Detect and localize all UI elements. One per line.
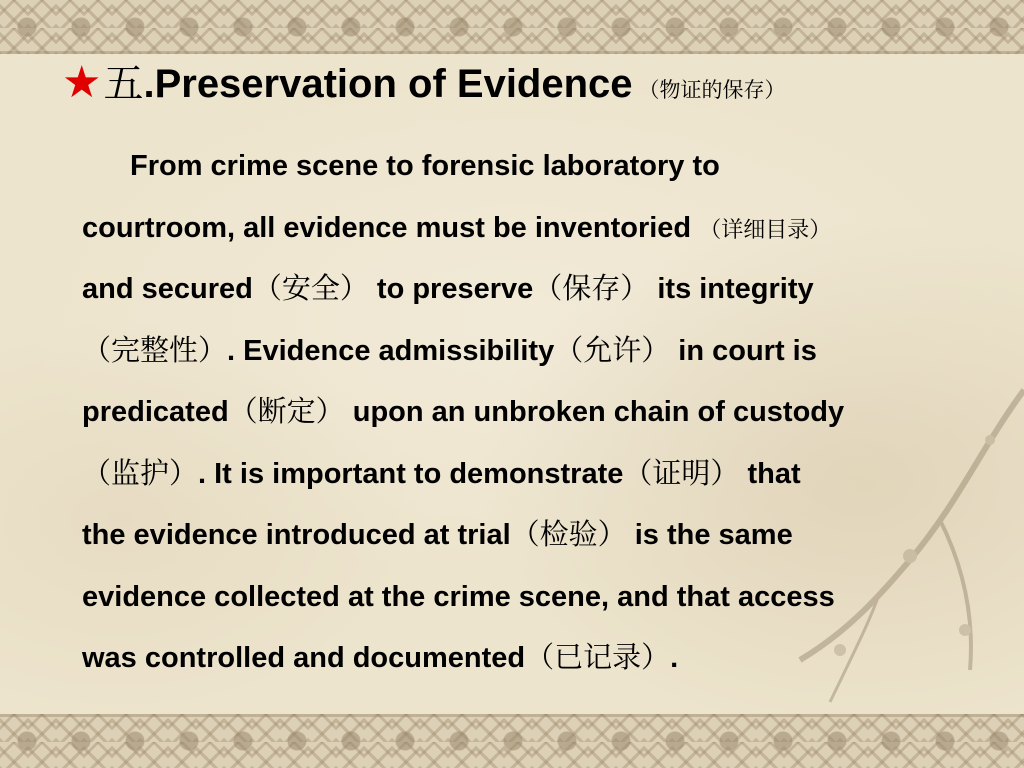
chinese-gloss: （详细目录） — [699, 216, 832, 242]
paragraph-line-4 — [82, 321, 992, 383]
chinese-gloss: （保存） — [533, 273, 650, 305]
paragraph-line-3 — [82, 259, 992, 321]
text-run: upon an unbroken chain of custody — [344, 396, 845, 428]
paragraph-line-1 — [82, 136, 992, 198]
text-run: was controlled and documented — [82, 642, 526, 674]
chinese-gloss: （完整性） — [82, 334, 228, 367]
paragraph-line-6 — [82, 444, 992, 506]
title-section-number: 五 — [103, 61, 144, 107]
paragraph-line-2 — [82, 198, 992, 260]
chinese-gloss: （断定） — [228, 396, 345, 428]
text-run: . Evidence admissibility — [227, 334, 555, 367]
text-run: its integrity — [649, 273, 814, 305]
decorative-border-top — [0, 0, 1024, 54]
chinese-gloss: （已记录） — [525, 642, 671, 674]
text-run: From crime scene to forensic laboratory to — [130, 150, 720, 182]
text-run: the evidence introduced at trial — [82, 519, 511, 551]
text-run: is the same — [626, 519, 793, 551]
chinese-gloss: （证明） — [623, 457, 740, 490]
text-run: in court is — [670, 334, 817, 367]
text-run: and secured — [82, 273, 253, 305]
title-main-text: .Preservation of Evidence — [143, 62, 633, 106]
text-run: predicated — [82, 396, 229, 428]
chinese-gloss: （安全） — [252, 273, 369, 305]
title-chinese-gloss: （物证的保存） — [638, 79, 786, 102]
paragraph-line-9 — [82, 628, 992, 690]
chinese-gloss: （检验） — [510, 519, 627, 551]
text-run: . — [670, 642, 679, 674]
chinese-gloss: （允许） — [554, 334, 671, 367]
decorative-border-bottom — [0, 714, 1024, 768]
star-icon: ★ — [62, 58, 102, 107]
text-run: to preserve — [368, 273, 534, 305]
text-run: that — [739, 457, 801, 490]
paragraph-line-8 — [82, 567, 992, 629]
paragraph-line-7 — [82, 505, 992, 567]
text-run: evidence collected at the crime scene, and that access — [82, 580, 835, 613]
chinese-gloss: （监护） — [82, 457, 199, 490]
text-run: courtroom, all evidence must be inventoried — [82, 211, 700, 244]
slide-title — [62, 52, 786, 108]
paragraph-line-5 — [82, 382, 992, 444]
text-run: . It is important to demonstrate — [198, 457, 624, 490]
body-paragraph — [82, 136, 992, 690]
